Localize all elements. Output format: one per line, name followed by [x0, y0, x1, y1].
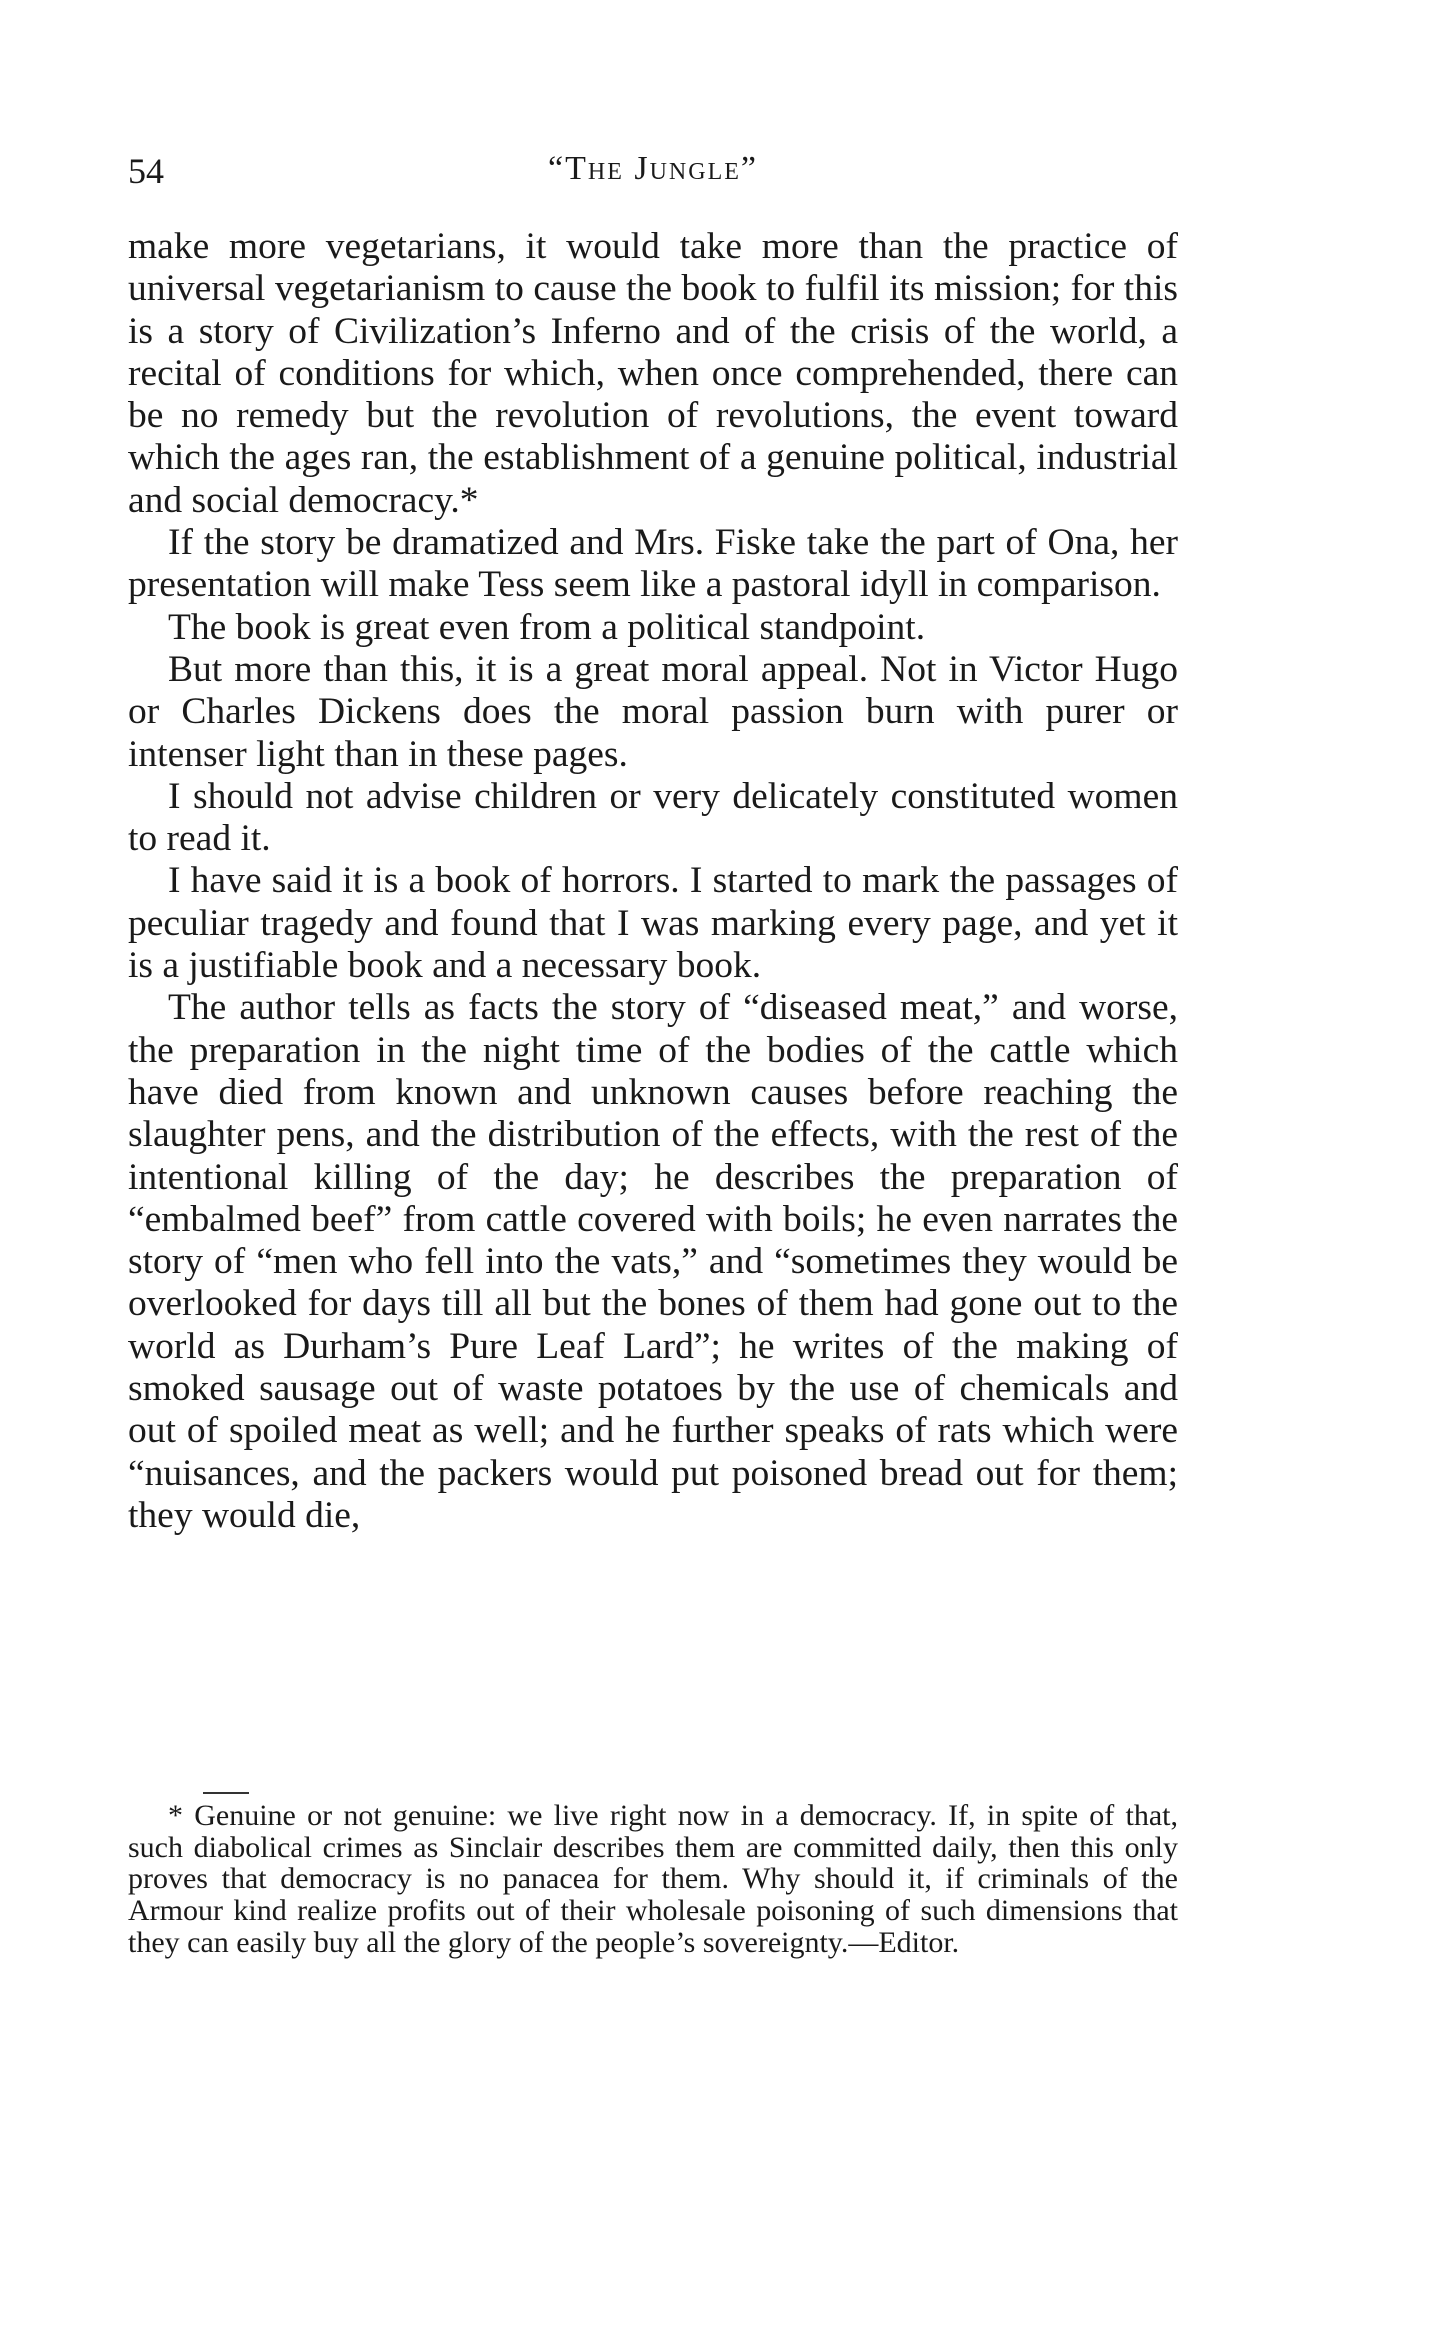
paragraph: But more than this, it is a great moral appeal. Not in Victor Hugo or Charles Dickens does the moral passion burn with purer or intenser light than in these pages.	[128, 648, 1178, 775]
footnote-divider	[203, 1792, 249, 1794]
footnote: * Genuine or not genuine: we live right now in a democracy. If, in spite of that, such diabolical crimes as Sinclair describes them are committed daily, then this only proves that democracy is no panacea for them. Why should it, if criminals of the Armour kind realize profits out of their wholesale poisoning of such dimensions that they can easily buy all the glory of the people’s sovereignty.—Editor.	[128, 1799, 1178, 1959]
paragraph: I should not advise children or very delicately constituted women to read it.	[128, 775, 1178, 860]
paragraph: The book is great even from a political standpoint.	[168, 606, 926, 648]
paragraph: If the story be dramatized and Mrs. Fiske take the part of Ona, her presentation will make Tess seem like a pastoral idyll in comparison.	[128, 522, 1178, 606]
paragraph: The author tells as facts the story of “diseased meat,” and worse, the preparation in the night time of the bodies of the cattle which have died from known and unknown causes before reaching the slaughter pens, and the distribution of the effects, with the rest of the intentional killing of the day; he describes the preparation of “embalmed beef” from cattle covered with boils; he even narrates the story of “men who fell into the vats,” and “sometimes they would be overlooked for days till all but the bones of them had gone out to the world as Durham’s Pure Leaf Lard”; he writes of the making of smoked sausage out of waste potatoes by the use of chemicals and out of spoiled meat as well; and he further speaks of rats which were “nuisances, and the packers would put poisoned bread out for them; they would die,	[128, 987, 1178, 1536]
page-number: 54	[128, 151, 164, 191]
paragraph: I have said it is a book of horrors. I started to mark the passages of peculiar tragedy and found that I was marking every page, and yet it is a justifiable book and a necessary book.	[128, 860, 1178, 987]
body-text	[128, 226, 1178, 1537]
running-title: “The Jungle”	[548, 150, 758, 187]
page-header	[128, 150, 1178, 200]
paragraph-continuation: make more vegetarians, it would take more than the practice of universal vegetarianism to cause the book to fulfil its mission; for this is a story of Civilization’s Inferno and of the crisis of the world, a recital of conditions for which, when once comprehended, there can be no remedy but the revolution of revolutions, the event toward which the ages ran, the establishment of a genuine political, industrial and social democracy.*	[128, 226, 1178, 521]
